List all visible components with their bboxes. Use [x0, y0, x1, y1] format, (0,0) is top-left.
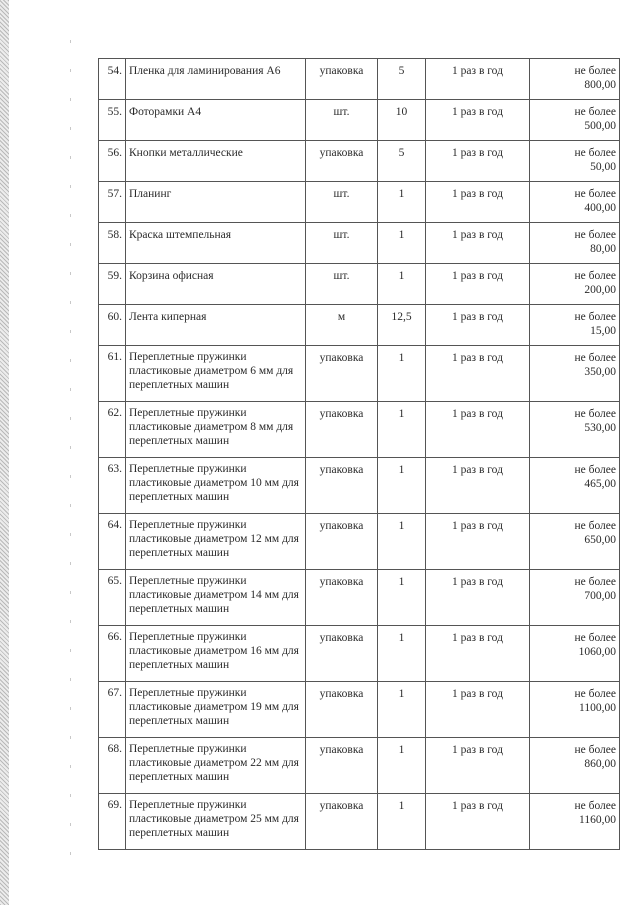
scan-edge-strip — [0, 0, 9, 905]
row-number: 65. — [99, 570, 126, 626]
table-row — [99, 346, 620, 402]
item-name: Переплетные пружинки пластиковые диаметром 14 мм для переплетных машин — [126, 570, 306, 626]
table-row — [99, 141, 620, 182]
item-name: Переплетные пружинки пластиковые диаметром 22 мм для переплетных машин — [126, 738, 306, 794]
scan-dot — [70, 69, 71, 72]
price-label: не более — [574, 408, 616, 420]
price-label: не более — [574, 520, 616, 532]
table-row — [99, 59, 620, 100]
item-quantity: 1 — [378, 182, 426, 223]
item-price — [530, 626, 620, 682]
row-number: 66. — [99, 626, 126, 682]
item-frequency: 1 раз в год — [426, 59, 530, 100]
item-name: Кнопки металлические — [126, 141, 306, 182]
item-quantity: 1 — [378, 626, 426, 682]
row-number: 59. — [99, 264, 126, 305]
item-price — [530, 402, 620, 458]
price-label: не более — [574, 106, 616, 118]
row-number: 61. — [99, 346, 126, 402]
item-unit: упаковка — [306, 346, 378, 402]
scan-dot — [70, 765, 71, 768]
item-frequency: 1 раз в год — [426, 100, 530, 141]
scan-dot — [70, 504, 71, 507]
item-frequency: 1 раз в год — [426, 223, 530, 264]
scan-dot — [70, 823, 71, 826]
item-price — [530, 682, 620, 738]
item-price — [530, 182, 620, 223]
item-unit: упаковка — [306, 738, 378, 794]
price-value: 800,00 — [584, 79, 616, 91]
scan-dot — [70, 127, 71, 130]
supplies-table — [98, 58, 620, 850]
item-price — [530, 570, 620, 626]
item-unit: упаковка — [306, 626, 378, 682]
item-unit: упаковка — [306, 570, 378, 626]
item-quantity: 10 — [378, 100, 426, 141]
scan-dot — [70, 562, 71, 565]
scan-dot — [70, 98, 71, 101]
price-value: 860,00 — [584, 758, 616, 770]
item-unit: шт. — [306, 223, 378, 264]
price-value: 400,00 — [584, 202, 616, 214]
table-row — [99, 682, 620, 738]
price-value: 1100,00 — [579, 702, 616, 714]
item-price — [530, 223, 620, 264]
table-row — [99, 223, 620, 264]
table-row — [99, 264, 620, 305]
item-unit: шт. — [306, 100, 378, 141]
price-label: не более — [574, 352, 616, 364]
scan-dot — [70, 533, 71, 536]
item-unit: упаковка — [306, 514, 378, 570]
row-number: 67. — [99, 682, 126, 738]
price-label: не более — [574, 188, 616, 200]
row-number: 62. — [99, 402, 126, 458]
item-unit: упаковка — [306, 402, 378, 458]
item-price — [530, 100, 620, 141]
item-name: Переплетные пружинки пластиковые диаметром 6 мм для переплетных машин — [126, 346, 306, 402]
item-price — [530, 346, 620, 402]
item-frequency: 1 раз в год — [426, 570, 530, 626]
table-row — [99, 570, 620, 626]
item-frequency: 1 раз в год — [426, 794, 530, 850]
item-quantity: 1 — [378, 264, 426, 305]
item-unit: упаковка — [306, 458, 378, 514]
scan-dot — [70, 678, 71, 681]
item-price — [530, 141, 620, 182]
item-frequency: 1 раз в год — [426, 182, 530, 223]
item-price — [530, 794, 620, 850]
table-row — [99, 794, 620, 850]
price-value: 350,00 — [584, 366, 616, 378]
scan-dot — [70, 649, 71, 652]
item-name: Планинг — [126, 182, 306, 223]
item-price — [530, 458, 620, 514]
scan-dot — [70, 243, 71, 246]
price-value: 15,00 — [590, 325, 616, 337]
item-name: Переплетные пружинки пластиковые диаметром 19 мм для переплетных машин — [126, 682, 306, 738]
price-value: 530,00 — [584, 422, 616, 434]
item-unit: упаковка — [306, 141, 378, 182]
price-label: не более — [574, 311, 616, 323]
item-quantity: 1 — [378, 794, 426, 850]
item-quantity: 5 — [378, 141, 426, 182]
table-body — [99, 59, 620, 850]
row-number: 68. — [99, 738, 126, 794]
price-value: 80,00 — [590, 243, 616, 255]
scan-dot — [70, 40, 71, 43]
price-value: 465,00 — [584, 478, 616, 490]
item-frequency: 1 раз в год — [426, 346, 530, 402]
item-frequency: 1 раз в год — [426, 682, 530, 738]
item-quantity: 1 — [378, 402, 426, 458]
item-frequency: 1 раз в год — [426, 305, 530, 346]
item-name: Краска штемпельная — [126, 223, 306, 264]
item-frequency: 1 раз в год — [426, 514, 530, 570]
item-unit: упаковка — [306, 59, 378, 100]
item-name: Переплетные пружинки пластиковые диаметром 8 мм для переплетных машин — [126, 402, 306, 458]
item-unit: м — [306, 305, 378, 346]
table-row — [99, 402, 620, 458]
price-label: не более — [574, 229, 616, 241]
item-name: Переплетные пружинки пластиковые диаметром 16 мм для переплетных машин — [126, 626, 306, 682]
price-value: 650,00 — [584, 534, 616, 546]
item-quantity: 1 — [378, 682, 426, 738]
scan-noise — [70, 0, 72, 905]
item-price — [530, 59, 620, 100]
price-label: не более — [574, 800, 616, 812]
item-quantity: 1 — [378, 346, 426, 402]
item-name: Пленка для ламинирования А6 — [126, 59, 306, 100]
item-unit: упаковка — [306, 682, 378, 738]
item-name: Лента киперная — [126, 305, 306, 346]
item-name: Переплетные пружинки пластиковые диаметром 25 мм для переплетных машин — [126, 794, 306, 850]
item-name: Корзина офисная — [126, 264, 306, 305]
price-label: не более — [574, 576, 616, 588]
row-number: 64. — [99, 514, 126, 570]
price-label: не более — [574, 270, 616, 282]
item-quantity: 1 — [378, 738, 426, 794]
row-number: 57. — [99, 182, 126, 223]
item-unit: шт. — [306, 182, 378, 223]
item-frequency: 1 раз в год — [426, 402, 530, 458]
price-label: не более — [574, 688, 616, 700]
scan-dot — [70, 301, 71, 304]
price-value: 200,00 — [584, 284, 616, 296]
scan-dot — [70, 272, 71, 275]
table-row — [99, 100, 620, 141]
scan-dot — [70, 707, 71, 710]
item-price — [530, 514, 620, 570]
item-quantity: 12,5 — [378, 305, 426, 346]
row-number: 54. — [99, 59, 126, 100]
item-quantity: 5 — [378, 59, 426, 100]
price-label: не более — [574, 65, 616, 77]
price-value: 700,00 — [584, 590, 616, 602]
row-number: 58. — [99, 223, 126, 264]
item-unit: шт. — [306, 264, 378, 305]
scan-dot — [70, 156, 71, 159]
scan-dot — [70, 736, 71, 739]
item-frequency: 1 раз в год — [426, 264, 530, 305]
table-row — [99, 305, 620, 346]
scan-dot — [70, 330, 71, 333]
item-quantity: 1 — [378, 514, 426, 570]
row-number: 56. — [99, 141, 126, 182]
price-value: 50,00 — [590, 161, 616, 173]
scan-dot — [70, 794, 71, 797]
item-name: Переплетные пружинки пластиковые диаметром 12 мм для переплетных машин — [126, 514, 306, 570]
price-value: 1160,00 — [579, 814, 616, 826]
price-value: 500,00 — [584, 120, 616, 132]
table-row — [99, 514, 620, 570]
row-number: 55. — [99, 100, 126, 141]
item-unit: упаковка — [306, 794, 378, 850]
price-value: 1060,00 — [578, 646, 616, 658]
price-label: не более — [574, 632, 616, 644]
scan-dot — [70, 591, 71, 594]
item-quantity: 1 — [378, 570, 426, 626]
scan-dot — [70, 214, 71, 217]
scan-dot — [70, 185, 71, 188]
item-price — [530, 738, 620, 794]
price-label: не более — [574, 464, 616, 476]
scan-dot — [70, 852, 71, 855]
row-number: 63. — [99, 458, 126, 514]
scan-dot — [70, 446, 71, 449]
scan-dot — [70, 417, 71, 420]
item-price — [530, 305, 620, 346]
item-name: Фоторамки А4 — [126, 100, 306, 141]
item-quantity: 1 — [378, 458, 426, 514]
scan-dot — [70, 475, 71, 478]
scan-dot — [70, 359, 71, 362]
item-frequency: 1 раз в год — [426, 626, 530, 682]
table-row — [99, 182, 620, 223]
table-row — [99, 626, 620, 682]
item-name: Переплетные пружинки пластиковые диаметром 10 мм для переплетных машин — [126, 458, 306, 514]
item-quantity: 1 — [378, 223, 426, 264]
item-frequency: 1 раз в год — [426, 738, 530, 794]
table-row — [99, 458, 620, 514]
scan-dot — [70, 620, 71, 623]
row-number: 60. — [99, 305, 126, 346]
scan-dot — [70, 388, 71, 391]
price-label: не более — [574, 147, 616, 159]
table-row — [99, 738, 620, 794]
item-frequency: 1 раз в год — [426, 458, 530, 514]
row-number: 69. — [99, 794, 126, 850]
item-price — [530, 264, 620, 305]
price-label: не более — [574, 744, 616, 756]
item-frequency: 1 раз в год — [426, 141, 530, 182]
